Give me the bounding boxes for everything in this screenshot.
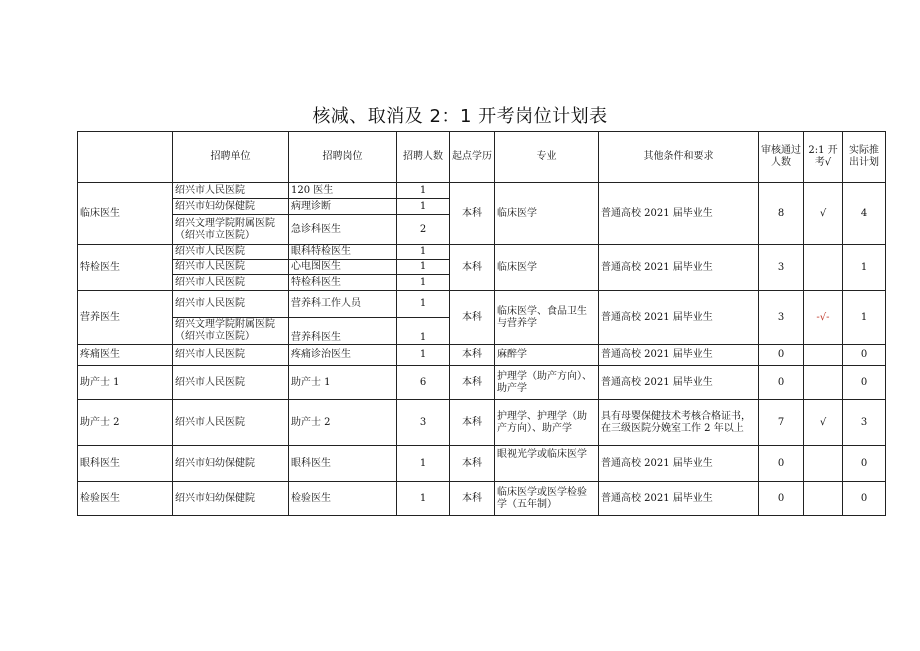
unit-cell: 绍兴市妇幼保健院 <box>173 446 289 482</box>
passed-cell: 3 <box>759 245 804 291</box>
post-cell: 助产士 1 <box>289 366 397 400</box>
post-cell: 营养科医生 <box>289 318 397 345</box>
header-row <box>78 132 886 183</box>
requirement-cell: 具有母婴保健技术考核合格证书，在三级医院分娩室工作 2 年以上 <box>599 400 759 446</box>
count-cell: 6 <box>397 366 450 400</box>
mark-cell <box>804 446 843 482</box>
mark-cell: -√- <box>804 291 843 345</box>
requirement-cell: 普通高校 2021 届毕业生 <box>599 446 759 482</box>
edu-cell: 本科 <box>450 345 495 366</box>
edu-cell: 本科 <box>450 400 495 446</box>
passed-cell: 0 <box>759 345 804 366</box>
count-cell: 1 <box>397 318 450 345</box>
unit-cell: 绍兴市人民医院 <box>173 260 289 275</box>
table-row <box>78 400 886 446</box>
unit-cell: 绍兴市人民医院 <box>173 400 289 446</box>
edu-cell: 本科 <box>450 482 495 516</box>
major-cell: 护理学、护理学（助产方向）、助产学 <box>495 400 599 446</box>
unit-cell: 绍兴市人民医院 <box>173 183 289 199</box>
plan-table <box>77 131 886 516</box>
unit-cell: 绍兴市妇幼保健院 <box>173 199 289 215</box>
requirement-cell: 普通高校 2021 届毕业生 <box>599 291 759 345</box>
unit-cell: 绍兴市人民医院 <box>173 291 289 318</box>
mark-cell: √ <box>804 183 843 245</box>
actual-cell: 1 <box>843 291 886 345</box>
count-cell: 3 <box>397 400 450 446</box>
table-row <box>78 446 886 482</box>
passed-cell: 7 <box>759 400 804 446</box>
major-cell: 临床医学 <box>495 245 599 291</box>
table-row <box>78 482 886 516</box>
table-row <box>78 245 886 260</box>
header-cell: 起点学历 <box>450 132 495 183</box>
post-cell: 检验医生 <box>289 482 397 516</box>
count-cell: 1 <box>397 245 450 260</box>
post-cell: 急诊科医生 <box>289 215 397 245</box>
actual-cell: 0 <box>843 366 886 400</box>
passed-cell: 0 <box>759 366 804 400</box>
unit-cell: 绍兴市妇幼保健院 <box>173 482 289 516</box>
requirement-cell: 普通高校 2021 届毕业生 <box>599 183 759 245</box>
actual-cell: 0 <box>843 446 886 482</box>
table-row <box>78 291 886 318</box>
table-row <box>78 345 886 366</box>
unit-cell: 绍兴市人民医院 <box>173 245 289 260</box>
header-cell: 实际推出计划 <box>843 132 886 183</box>
post-cell: 病理诊断 <box>289 199 397 215</box>
position-cell: 疼痛医生 <box>78 345 173 366</box>
major-cell: 临床医学或医学检验学（五年制） <box>495 482 599 516</box>
header-cell: 专业 <box>495 132 599 183</box>
position-cell: 助产士 2 <box>78 400 173 446</box>
header-cell: 招聘人数 <box>397 132 450 183</box>
requirement-cell: 普通高校 2021 届毕业生 <box>599 345 759 366</box>
major-cell: 护理学（助产方向）、助产学 <box>495 366 599 400</box>
table-row <box>78 366 886 400</box>
actual-cell: 1 <box>843 245 886 291</box>
post-cell: 特检科医生 <box>289 275 397 291</box>
major-cell: 麻醉学 <box>495 345 599 366</box>
edu-cell: 本科 <box>450 183 495 245</box>
unit-cell: 绍兴文理学院附属医院（绍兴市立医院） <box>173 318 289 345</box>
post-cell: 心电图医生 <box>289 260 397 275</box>
passed-cell: 0 <box>759 482 804 516</box>
post-cell: 120 医生 <box>289 183 397 199</box>
position-cell: 特检医生 <box>78 245 173 291</box>
edu-cell: 本科 <box>450 446 495 482</box>
count-cell: 1 <box>397 199 450 215</box>
count-cell: 1 <box>397 275 450 291</box>
header-cell: 其他条件和要求 <box>599 132 759 183</box>
count-cell: 1 <box>397 446 450 482</box>
requirement-cell: 普通高校 2021 届毕业生 <box>599 245 759 291</box>
requirement-cell: 普通高校 2021 届毕业生 <box>599 482 759 516</box>
count-cell: 1 <box>397 345 450 366</box>
mark-cell <box>804 366 843 400</box>
requirement-cell: 普通高校 2021 届毕业生 <box>599 366 759 400</box>
header-cell: 2:1 开考√ <box>804 132 843 183</box>
actual-cell: 0 <box>843 345 886 366</box>
major-cell: 眼视光学或临床医学 <box>495 446 599 482</box>
header-cell: 招聘单位 <box>173 132 289 183</box>
count-cell: 1 <box>397 291 450 318</box>
post-cell: 眼科特检医生 <box>289 245 397 260</box>
header-cell: 招聘岗位 <box>289 132 397 183</box>
post-cell: 助产士 2 <box>289 400 397 446</box>
major-cell: 临床医学、食品卫生与营养学 <box>495 291 599 345</box>
unit-cell: 绍兴市人民医院 <box>173 345 289 366</box>
mark-cell <box>804 482 843 516</box>
edu-cell: 本科 <box>450 245 495 291</box>
table-row <box>78 183 886 199</box>
header-cell <box>78 132 173 183</box>
post-cell: 营养科工作人员 <box>289 291 397 318</box>
passed-cell: 0 <box>759 446 804 482</box>
position-cell: 助产士 1 <box>78 366 173 400</box>
header-cell: 审核通过人数 <box>759 132 804 183</box>
edu-cell: 本科 <box>450 366 495 400</box>
unit-cell: 绍兴市人民医院 <box>173 366 289 400</box>
edu-cell: 本科 <box>450 291 495 345</box>
passed-cell: 3 <box>759 291 804 345</box>
mark-cell: √ <box>804 400 843 446</box>
position-cell: 临床医生 <box>78 183 173 245</box>
major-cell: 临床医学 <box>495 183 599 245</box>
count-cell: 1 <box>397 260 450 275</box>
position-cell: 检验医生 <box>78 482 173 516</box>
unit-cell: 绍兴市人民医院 <box>173 275 289 291</box>
post-cell: 疼痛诊治医生 <box>289 345 397 366</box>
actual-cell: 0 <box>843 482 886 516</box>
position-cell: 眼科医生 <box>78 446 173 482</box>
page-title: 核减、取消及 2：1 开考岗位计划表 <box>312 106 608 127</box>
unit-cell: 绍兴文理学院附属医院（绍兴市立医院） <box>173 215 289 245</box>
passed-cell: 8 <box>759 183 804 245</box>
actual-cell: 4 <box>843 183 886 245</box>
mark-cell <box>804 245 843 291</box>
actual-cell: 3 <box>843 400 886 446</box>
count-cell: 1 <box>397 183 450 199</box>
count-cell: 2 <box>397 215 450 245</box>
position-cell: 营养医生 <box>78 291 173 345</box>
count-cell: 1 <box>397 482 450 516</box>
mark-cell <box>804 345 843 366</box>
post-cell: 眼科医生 <box>289 446 397 482</box>
